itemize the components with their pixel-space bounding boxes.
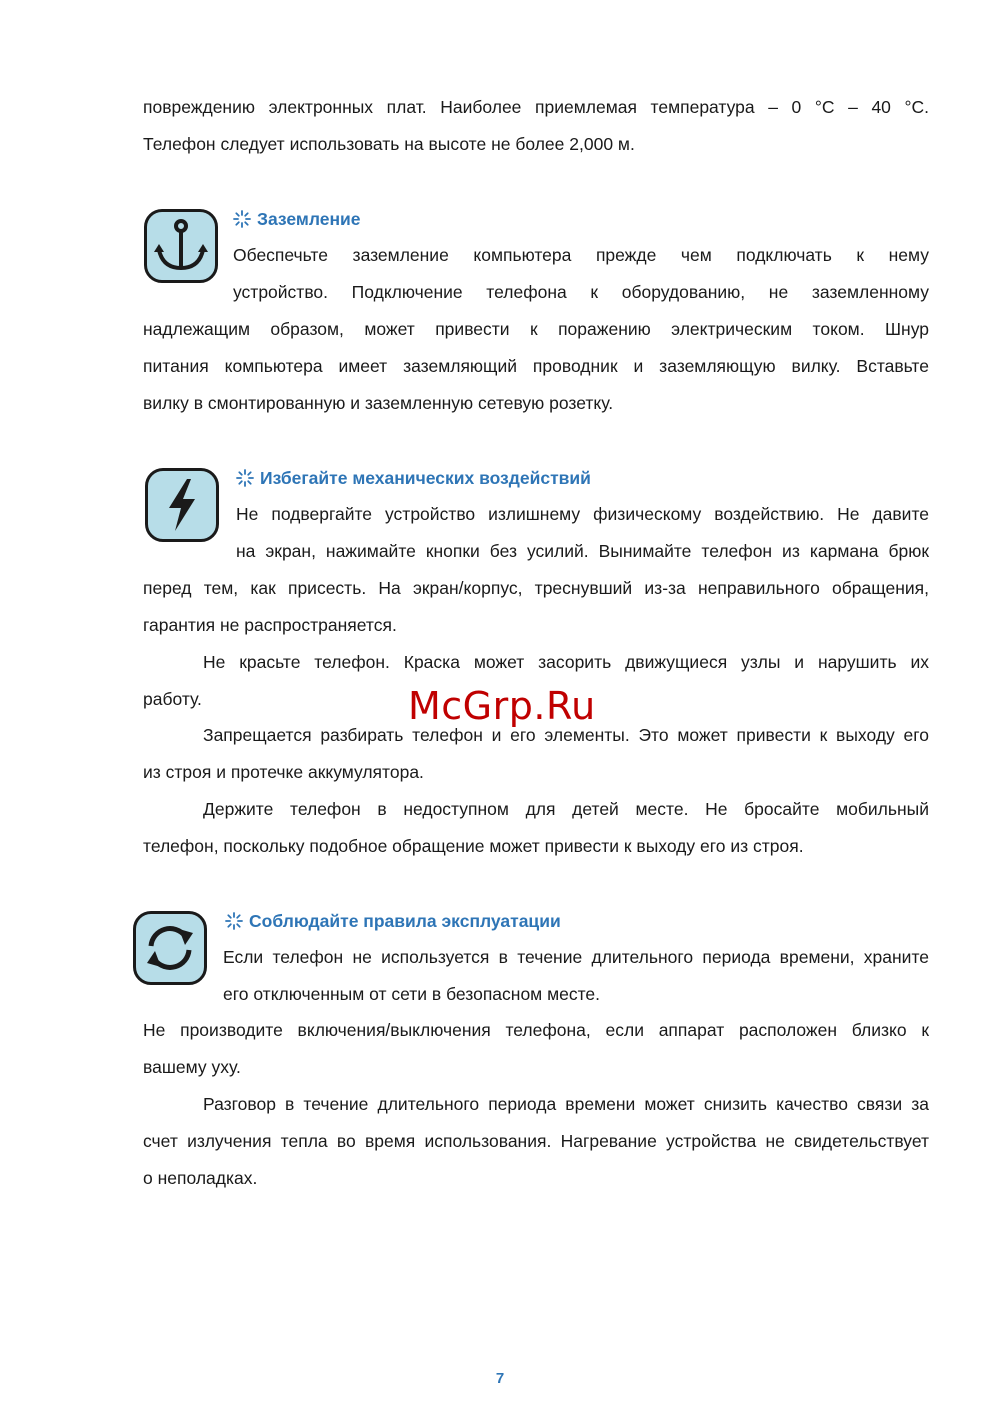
paragraph-line: надлежащим образом, может привести к поражению электрическим током. Шнур — [143, 319, 929, 339]
section-heading — [233, 207, 361, 231]
paragraph-line: Держите телефон в недоступном для детей месте. Не бросайте мобильный — [203, 799, 929, 819]
paragraph-line: устройство. Подключение телефона к оборудованию, не заземленному — [233, 282, 929, 302]
paragraph-line: вашему уху. — [143, 1057, 241, 1077]
paragraph-line: телефон, поскольку подобное обращение может привести к выходу его из строя. — [143, 836, 804, 856]
paragraph-line: его отключенным от сети в безопасном месте. — [223, 984, 600, 1004]
sparkle-icon — [236, 469, 254, 487]
paragraph-line: о неполадках. — [143, 1168, 258, 1188]
paragraph-line: Телефон следует использовать на высоте не более 2,000 м. — [143, 134, 635, 154]
paragraph-line: счет излучения тепла во время использования. Нагревание устройства не свидетельствует — [143, 1131, 929, 1151]
paragraph-line: Не производите включения/выключения телефона, если аппарат расположен близко к — [143, 1020, 929, 1040]
section-heading — [225, 909, 561, 933]
refresh-icon — [133, 911, 207, 985]
paragraph-line: на экран, нажимайте кнопки без усилий. Вынимайте телефон из кармана брюк — [236, 541, 929, 561]
paragraph-line: гарантия не распространяется. — [143, 615, 397, 635]
paragraph-line: Разговор в течение длительного периода времени может снизить качество связи за — [203, 1094, 929, 1114]
paragraph-line: перед тем, как присесть. На экран/корпус, треснувший из-за неправильного обращения, — [143, 578, 929, 598]
page-number: 7 — [495, 1370, 505, 1387]
anchor-icon — [144, 209, 218, 283]
paragraph-line: Запрещается разбирать телефон и его элементы. Это может привести к выходу его — [203, 725, 929, 745]
watermark: McGrp.Ru — [408, 684, 596, 728]
sparkle-icon — [225, 912, 243, 930]
section-heading-text: Соблюдайте правила эксплуатации — [249, 911, 561, 931]
section-heading — [236, 466, 591, 490]
lightning-icon — [145, 468, 219, 542]
paragraph-line: работу. — [143, 689, 202, 709]
paragraph-line: Если телефон не используется в течение длительного периода времени, храните — [223, 947, 929, 967]
paragraph-line: из строя и протечке аккумулятора. — [143, 762, 424, 782]
section-heading-text: Избегайте механических воздействий — [260, 468, 591, 488]
paragraph-line: питания компьютера имеет заземляющий проводник и заземляющую вилку. Вставьте — [143, 356, 929, 376]
section-heading-text: Заземление — [257, 209, 361, 229]
paragraph-line: повреждению электронных плат. Наиболее приемлемая температура – 0 °C – 40 °C. — [143, 97, 929, 117]
sparkle-icon — [233, 210, 251, 228]
paragraph-line: Обеспечьте заземление компьютера прежде чем подключать к нему — [233, 245, 929, 265]
paragraph-line: вилку в смонтированную и заземленную сетевую розетку. — [143, 393, 614, 413]
paragraph-line: Не красьте телефон. Краска может засорить движущиеся узлы и нарушить их — [203, 652, 929, 672]
paragraph-line: Не подвергайте устройство излишнему физическому воздействию. Не давите — [236, 504, 929, 524]
